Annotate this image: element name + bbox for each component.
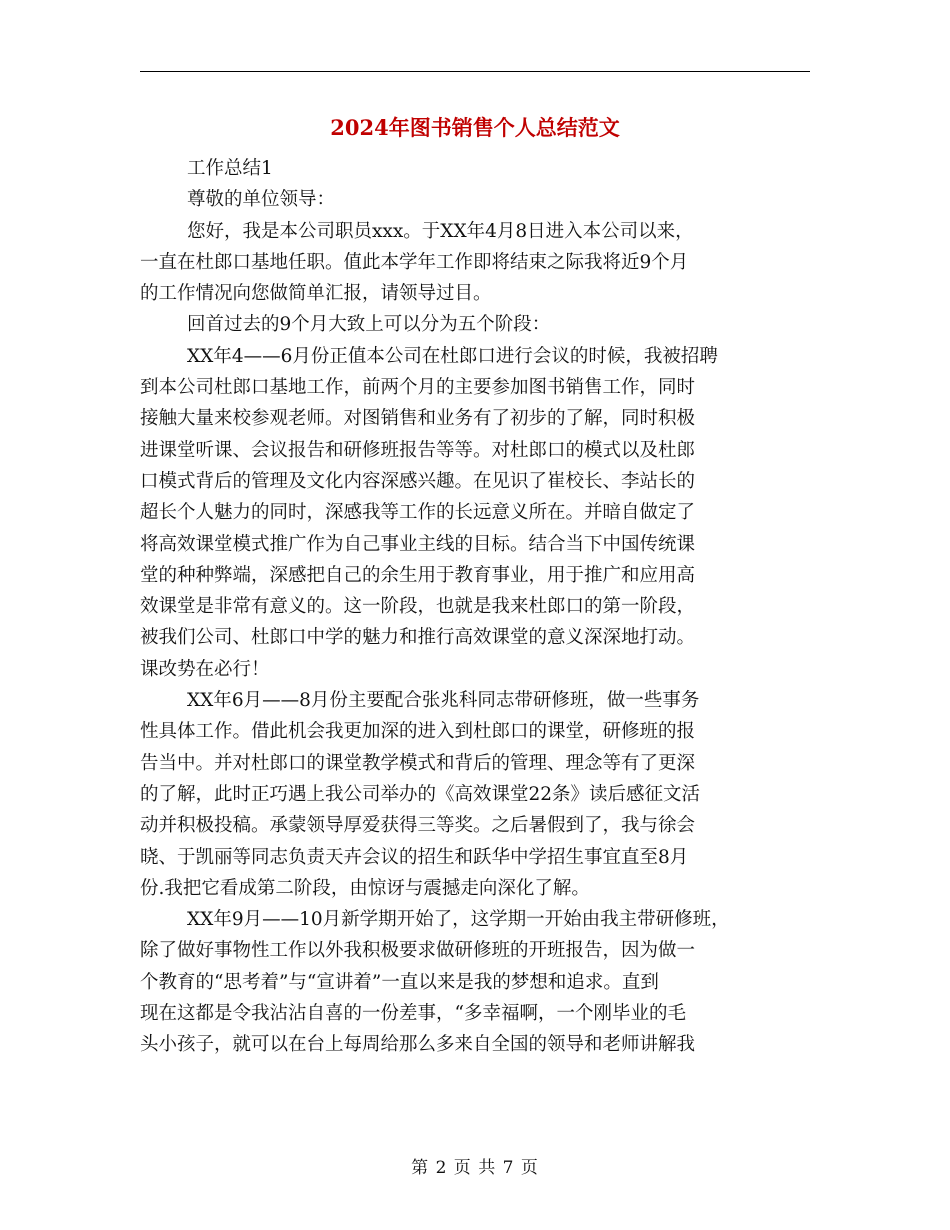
- paragraph-line: 除了做好事物性工作以外我积极要求做研修班的开班报告，因为做一: [140, 940, 696, 962]
- paragraph-line: 晓、于凯丽等同志负责天卉会议的招生和跃华中学招生事宜直至8月: [140, 846, 689, 868]
- paragraph-line: XX年6月——8月份主要配合张兆科同志带研修班，做一些事务: [187, 690, 700, 712]
- paragraph-line: 课改势在必行！: [140, 658, 270, 680]
- paragraph-line: 您好，我是本公司职员xxx。于XX年4月8日进入本公司以来，: [187, 220, 694, 242]
- paragraph-line: XX年9月——10月新学期开始了，这学期一开始由我主带研修班，: [187, 909, 730, 931]
- header-rule: [140, 71, 810, 72]
- paragraph-line: 一直在杜郎口基地任职。值此本学年工作即将结束之际我将近9个月: [140, 251, 689, 273]
- paragraph-line: 告当中。并对杜郎口的课堂教学模式和背后的管理、理念等有了更深: [140, 752, 696, 774]
- paragraph-line: 回首过去的9个月大致上可以分为五个阶段：: [187, 314, 551, 336]
- document-body: [140, 153, 810, 1061]
- paragraph-line: 被我们公司、杜郎口中学的魅力和推行高效课堂的意义深深地打动。: [140, 627, 696, 649]
- paragraph-line: XX年4——6月份正值本公司在杜郎口进行会议的时候，我被招聘: [187, 345, 718, 367]
- paragraph-line: 工作总结1: [187, 158, 273, 179]
- paragraph-line: 效课堂是非常有意义的。这一阶段，也就是我来杜郎口的第一阶段，: [140, 596, 696, 618]
- document-title: 2024年图书销售个人总结范文: [330, 115, 620, 140]
- paragraph-line: 尊敬的单位领导：: [187, 189, 336, 211]
- paragraph-line: 堂的种种弊端，深感把自己的余生用于教育事业，用于推广和应用高: [140, 564, 696, 586]
- paragraph-line: 的工作情况向您做简单汇报，请领导过目。: [140, 283, 492, 305]
- paragraph-line: 口模式背后的管理及文化内容深感兴趣。在见识了崔校长、李站长的: [140, 470, 696, 492]
- paragraph-line: 超长个人魅力的同时，深感我等工作的长远意义所在。并暗自做定了: [140, 502, 696, 524]
- paragraph-line: 个教育的“思考着”与“宣讲着”一直以来是我的梦想和追求。直到: [140, 971, 659, 993]
- paragraph-line: 接触大量来校参观老师。对图销售和业务有了初步的了解，同时积极: [140, 408, 696, 430]
- paragraph-line: 性具体工作。借此机会我更加深的进入到杜郎口的课堂，研修班的报: [140, 721, 696, 743]
- paragraph-line: 现在这都是令我沾沾自喜的一份差事，“多幸福啊，一个刚毕业的毛: [140, 1003, 686, 1025]
- paragraph-line: 到本公司杜郎口基地工作，前两个月的主要参加图书销售工作，同时: [140, 377, 696, 399]
- paragraph-line: 的了解，此时正巧遇上我公司举办的《高效课堂22条》读后感征文活: [140, 783, 701, 805]
- paragraph-line: 动并积极投稿。承蒙领导厚爱获得三等奖。之后暑假到了，我与徐会: [140, 815, 696, 837]
- paragraph-line: 份.我把它看成第二阶段，由惊讶与震撼走向深化了解。: [140, 877, 590, 899]
- page-number: 第 2 页 共 7 页: [411, 1158, 539, 1178]
- paragraph-line: 头小孩子，就可以在台上每周给那么多来自全国的领导和老师讲解我: [140, 1034, 696, 1056]
- paragraph-line: 进课堂听课、会议报告和研修班报告等等。对杜郎口的模式以及杜郎: [140, 439, 696, 461]
- paragraph-line: 将高效课堂模式推广作为自己事业主线的目标。结合当下中国传统课: [140, 533, 696, 555]
